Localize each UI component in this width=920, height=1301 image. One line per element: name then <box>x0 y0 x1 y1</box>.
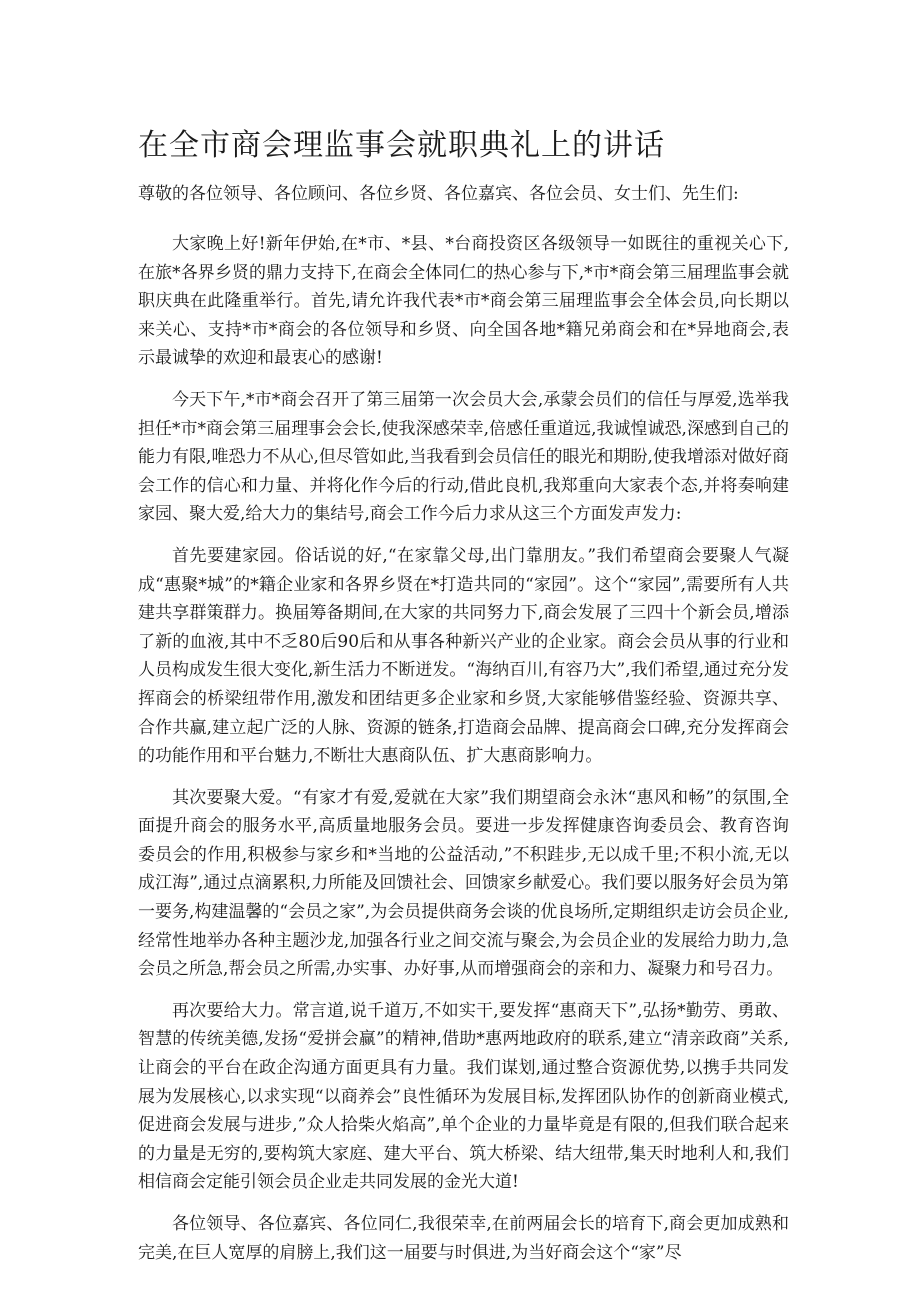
paragraph-build-home: 首先要建家园。俗话说的好,“在家靠父母,出门靠朋友。”我们希望商会要聚人气凝成“惠聚*城”的*籍企业家和各界乡贤在*打造共同的“家园”。这个“家园”,需要所有人共建共享群策群力。换届筹备期间,在大家的共同努力下,商会发展了三四十个新会员,增添了新的血液,其中不乏80后90后和从事各种新兴产业的企业家。商会会员从事的行业和人员构成发生很大变化,新生活力不断迸发。“海纳百川,有容乃大”,我们希望,通过充分发挥商会的桥梁纽带作用,激发和团结更多企业家和乡贤,大家能够借鉴经验、资源共享、合作共赢,建立起广泛的人脉、资源的链条,打造商会品牌、提高商会口碑,充分发挥商会的功能作用和平台魅力,不断壮大惠商队伍、扩大惠商影响力。 <box>138 545 789 767</box>
paragraph-gather-love: 其次要聚大爱。“有家才有爱,爱就在大家”我们期望商会永沐“惠风和畅”的氛围,全面提升商会的服务水平,高质量地服务会员。要进一步发挥健康咨询委员会、教育咨询委员会的作用,积极参与家乡和*当地的公益活动,”不积跬步,无以成千里;不积小流,无以成江海”,通过点滴累积,力所能及回馈社会、回馈家乡献爱心。我们要以服务好会员为第一要务,构建温馨的“会员之家”,为会员提供商务会谈的优良场所,定期组织走访会员企业,经常性地举办各种主题沙龙,加强各行业之间交流与聚会,为会员企业的发展给力助力,急会员之所急,帮会员之所需,办实事、办好事,从而增强商会的亲和力、凝聚力和号召力。 <box>138 787 789 980</box>
paragraph-give-strength: 再次要给大力。常言道,说千道万,不如实干,要发挥“惠商天下”,弘扬*勤劳、勇敢、智慧的传统美德,发扬“爱拼会赢”的精神,借助*惠两地政府的联系,建立“清亲政商”关系,让商会的平台在政企沟通方面更具有力量。我们谋划,通过整合资源优势,以携手共同发展为发展核心,以求实现“以商养会”良性循环为发展目标,发挥团队协作的创新商业模式,促进商会发展与进步,”众人拾柴火焰高”,单个企业的力量毕竟是有限的,但我们联合起来的力量是无穷的,要构筑大家庭、建大平台、筑大桥梁、结大纽带,集天时地利人和,我们相信商会定能引领会员企业走共同发展的金光大道! <box>138 1000 789 1193</box>
paragraph-election: 今天下午,*市*商会召开了第三届第一次会员大会,承蒙会员们的信任与厚爱,选举我担任*市*商会第三届理事会会长,使我深感荣幸,倍感任重道远,我诚惶诚恐,深感到自己的能力有限,唯恐力不从心,但尽管如此,当我看到会员信任的眼光和期盼,使我增添对做好商会工作的信心和力量、并将化作今后的行动,借此良机,我郑重向大家表个态,并将奏响建家园、聚大爱,给大力的集结号,商会工作今后力求从这三个方面发声发力: <box>138 389 789 525</box>
paragraph-greeting: 大家晚上好!新年伊始,在*市、*县、*台商投资区各级领导一如既往的重视关心下,在旅*各界乡贤的鼎力支持下,在商会全体同仁的热心参与下,*市*商会第三届理监事会就职庆典在此隆重举行。首先,请允许我代表*市*商会第三届理监事会全体会员,向长期以来关心、支持*市*商会的各位领导和乡贤、向全国各地*籍兄弟商会和在*异地商会,表示最诚挚的欢迎和最衷心的感谢! <box>138 234 789 369</box>
salutation: 尊敬的各位领导、各位顾问、各位乡贤、各位嘉宾、各位会员、女士们、先生们: <box>138 184 739 204</box>
page-title: 在全市商会理监事会就职典礼上的讲话 <box>138 128 665 163</box>
paragraph-closing: 各位领导、各位嘉宾、各位同仁,我很荣幸,在前两届会长的培育下,商会更加成熟和完美,在巨人宽厚的肩膀上,我们这一届要与时俱进,为当好商会这个“家”尽 <box>138 1214 789 1263</box>
document-body <box>138 230 789 1280</box>
